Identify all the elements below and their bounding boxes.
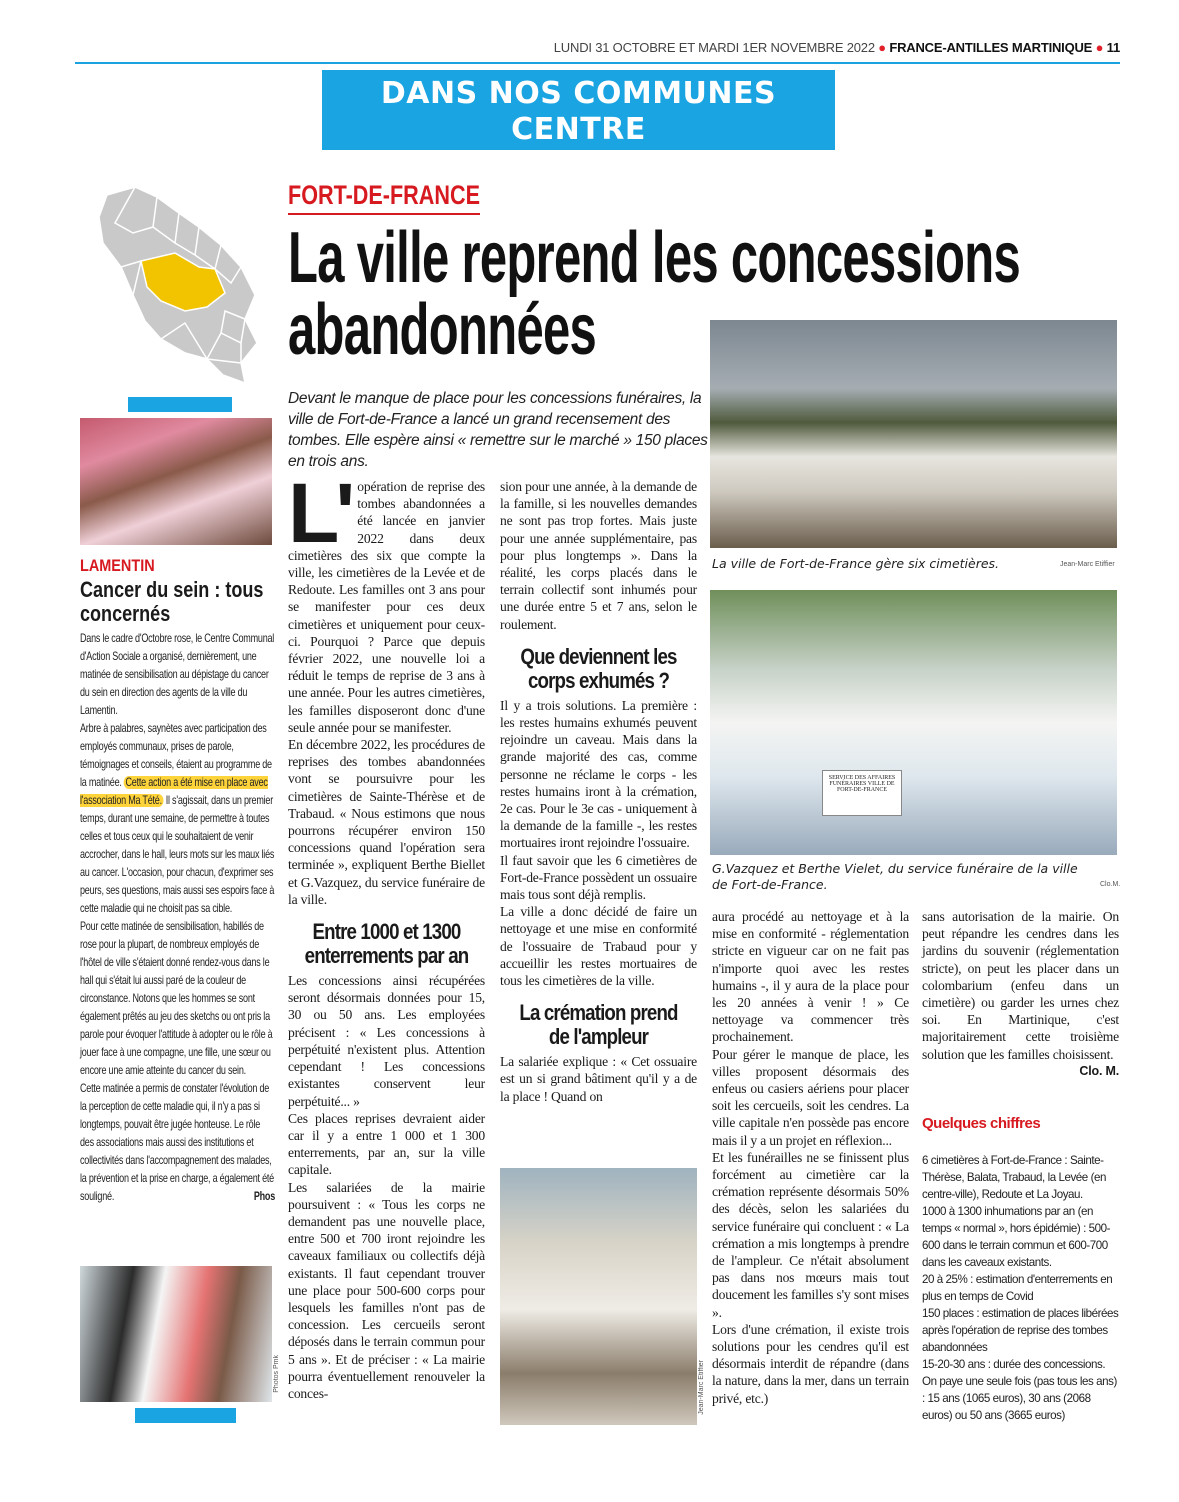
subheading: La crémation prend de l'ampleur <box>519 1000 678 1050</box>
bullet-icon: ● <box>878 40 886 55</box>
publication-name: FRANCE-ANTILLES MARTINIQUE <box>889 40 1093 55</box>
paragraph: La ville a donc décidé de faire un nettoyage et une mise en conformité de l'ossuaire de Trabaud pour y accueillir les restes mortuaires de tous les cimetières de la ville. <box>500 904 697 989</box>
paragraph: Et les funérailles ne se finissent plus forcément au cimetière car la crémation représente désormais 50% des décès, selon les salariées du service funéraire qui concluent : « La crémation a mis longtemps à prendre de l'ampleur. Ce n'était absolument pas dans nos mœurs mais tout doucement les familles s'y sont mises ». <box>712 1149 909 1320</box>
photo-caption: G.Vazquez et Berthe Vielet, du service funéraire de la ville de Fort-de-France. <box>712 861 1078 892</box>
key-figure: 1000 à 1300 inhumations par an (en temps « normal », hors épidémie) : 500-600 dans le terrain commun et 600-700 dans les caveaux existants. <box>922 1205 1111 1269</box>
paragraph: Pour gérer le manque de place, les villes proposent désormais des enfeus ou casiers aériens pour placer soit les cercueils, soit les cendres. La ville capitale n'en possède pas encore mais il y a un projet en réflexion... <box>712 1046 909 1148</box>
section-title: DANS NOS COMMUNES <box>380 76 777 111</box>
article-column-1 <box>288 466 485 1402</box>
key-figure: 15-20-30 ans : durée des concessions. <box>922 1358 1106 1371</box>
paragraph: Il y a trois solutions. La première : les restes humains exhumés peuvent rejoindre un caveau. Mais dans la grande majorité des cas, comme personne ne réclame le corps - les restes humains iront à la crémation, 2e cas. Pour le 3e cas - uniquement à la demande de la famille -, les restes mortuaires iront rejoindre l'ossuaire. <box>500 697 697 851</box>
article-lede: Devant le manque de place pour les concessions funéraires, la ville de Fort-de-France a lancé un grand recensement des tombes. Elle espère ainsi « remettre sur le marché » 150 places en trois ans. <box>288 390 708 470</box>
paragraph: Ces places reprises devraient aider car il y a entre 1 000 et 1 300 enterrements, par an, sur la ville capitale. <box>288 1110 485 1178</box>
signature: Clo. M. <box>1079 1063 1119 1078</box>
subheading: Entre 1000 et 1300 enterrements par an <box>304 919 469 969</box>
subheading: Que deviennent les corps exhumés ? <box>520 643 677 693</box>
key-figure: 6 cimetières à Fort-de-France : Sainte-Thérèse, Balata, Trabaud, la Levée (en centre-ville), Redoute et La Joyau. <box>922 1154 1106 1201</box>
lamentin-photo-2 <box>80 1266 272 1402</box>
paragraph: La salariée explique : « Cet ossuaire est un si grand bâtiment qu'il y a de la place ! Quand on <box>500 1054 697 1104</box>
signature: Phos <box>253 1190 275 1203</box>
paragraph <box>80 720 275 918</box>
bullet-icon: ● <box>1095 40 1104 55</box>
paragraph: Les salariées de la mairie poursuivent : « Tous les corps ne demandent pas une nouvelle place, entre 500 et 700 iront rejoindre les caveaux familiaux ou collectifs déjà existants. Il faut cependant trouver une place pour 500-600 corps pour lesquels les familles n'ont pas de concession. Les cercueils seront déposés dans le terrain commun pour 5 ans ». Et de préciser : « La mairie pourra éventuellement renouveler la conces- <box>288 1179 485 1401</box>
blue-divider <box>128 397 232 412</box>
article-kicker: FORT-DE-FRANCE <box>288 180 480 215</box>
paragraph: En décembre 2022, les procédures de reprises des tombes abandonnées vont se poursuivre pour les cimetières de Sainte-Thérèse et de Trabaud. « Nous estimons que nous pourrons récupérer environ 150 concessions quand l'opération sera terminée », expliquent Berthe Biellet et G.Vazquez, du service funéraire de la ville. <box>288 737 485 907</box>
article-column-2 <box>500 478 697 1105</box>
key-figure: 150 places : estimation de places libérées après l'opération de reprise des tombes abandonnées <box>922 1307 1119 1354</box>
paragraph: Lors d'une crémation, il existe trois solutions pour les cendres qu'il est désormais interdit de répandre (dans la nature, dans la mer, dans un terrain privé, etc.) <box>712 1321 909 1406</box>
issue-date: LUNDI 31 OCTOBRE ET MARDI 1ER NOVEMBRE 2022 <box>553 40 875 55</box>
paragraph: opération de reprise des tombes abandonnées a été lancée en janvier 2022 dans deux cimetières des six que compte la ville, les cimetières de la Levée et de Redoute. Les familles ont 3 ans pour se manifester pour ces deux cimetières et uniquement pour ceux-ci. Pourquoi ? Parce que depuis février 2022, une nouvelle loi a réduit le temps de reprise de 3 ans à une année. Pour les autres cimetières, les familles disposeront donc d'une seule année pour se manifester. <box>288 479 485 735</box>
paragraph: aura procédé au nettoyage et à la mise en conformité - réglementation stricte en vigueur car on ne fait pas n'importe quoi avec les restes humains -, il y aura de la place pour les 20 années à venir ! » Ce nettoyage va commencer très prochainement. <box>712 909 909 1045</box>
article-column-4 <box>922 908 1119 1080</box>
paragraph: Les concessions ainsi récupérées seront désormais données pour 15, 30 ou 50 ans. Les employées précisent : « Les concessions à perpétuité n'existent plus. Attention cependant ! Les concessions existantes conservent leur perpétuité... » <box>288 973 485 1109</box>
drop-cap: L' <box>288 466 352 560</box>
key-figure: 20 à 25% : estimation d'enterrements en plus en temps de Covid <box>922 1273 1113 1303</box>
paragraph <box>80 1080 275 1206</box>
paragraph: sion pour une année, à la demande de la famille, si les nouvelles demandes ne sont pas trop fortes. Mais juste pour une année supplémentaire, pas pour plus longtemps ». Dans la réalité, les corps placés dans le terrain collectif sont inhumés pour une durée entre 5 et 7 ans, selon le roulement. <box>500 479 697 632</box>
photo-credit: Jean-Marc Etiffier <box>1060 561 1115 568</box>
paragraph: Pour cette matinée de sensibilisation, habillés de rose pour la plupart, de nombreux employés de l'hôtel de ville s'étaient donné rendez-vous dans le hall qui s'était lui aussi paré de la couleur de circonstance. Notons que les hommes se sont également prêtés au jeu des sketchs ou ont pris la parole pour évoquer l'attitude à adopter ou le rôle à jouer face à une compagne, une fille, une sœur ou encore une amie atteinte du cancer du sein. <box>80 920 273 1077</box>
text: Arbre à palabres, saynètes avec participation des employés communaux, prises de parole, témoignages et conseils, étaient au programme de la matinée. <box>80 722 272 789</box>
sidebar-kicker: LAMENTIN <box>80 556 155 575</box>
paragraph: sans autorisation de la mairie. On peut répandre les cendres dans les jardins du souvenir (réglementation stricte), on peut les placer dans un colombarium (enfeu dans un cimetière) ou garder les urnes chez soi. En Martinique, c'est majoritairement cette troisième solution que les familles choisissent. <box>922 909 1119 1062</box>
key-figures-title: Quelques chiffres <box>922 1115 1041 1132</box>
header-rule <box>75 62 1120 64</box>
martinique-map <box>95 183 270 388</box>
section-banner <box>322 70 835 150</box>
highlighted-text: Cette action a été mise en place avec l'association Ma Tété. <box>80 776 268 807</box>
sidebar-body <box>80 630 275 1206</box>
funeral-service-photo <box>710 590 1117 855</box>
key-figures-box <box>922 1115 1120 1424</box>
key-figure: On paye une seule fois (pas tous les ans) : 15 ans (1065 euros), 30 ans (2068 euros) ou 50 ans (3665 euros) <box>922 1375 1117 1422</box>
page-header <box>480 40 1120 55</box>
section-subtitle: CENTRE <box>511 112 646 147</box>
text: Il s'agissait, dans un premier temps, durant une semaine, de permettre à toutes celles et tous ceux qui le souhaitaient de venir accrocher, dans le hall, leurs mots sur les maux liés au cancer. L'occasion, pour chacun, d'exprimer ses peurs, ses questions, mais aussi ses espoirs face à cette maladie qui ne choisit pas sa cible. <box>80 794 275 915</box>
ossuary-photo <box>500 1168 697 1425</box>
paragraph: Il faut savoir que les 6 cimetières de Fort-de-France possèdent un ossuaire mais tous sont déjà remplis. <box>500 852 697 903</box>
lamentin-photo <box>80 418 272 545</box>
service-sign: SERVICE DES AFFAIRES FUNÉRAIRES VILLE DE FORT-DE-FRANCE <box>822 770 902 816</box>
sidebar-headline: Cancer du sein : tous concernés <box>80 577 264 626</box>
photo-credit: Photos Pmk <box>273 1355 280 1393</box>
text: Cette matinée a permis de constater l'évolution de la perception de cette maladie qui, il n'y a pas si longtemps, pouvait être jugée honteuse. Le rôle des associations mais aussi des institutions et collectivités dans l'accompagnement des malades, la prévention et la prise en charge, a également été souligné. <box>80 1082 274 1203</box>
paragraph: Dans le cadre d'Octobre rose, le Centre Communal d'Action Sociale a organisé, dernièrement, une matinée de sensibilisation au dépistage du cancer du sein en direction des agents de la ville du Lamentin. <box>80 632 275 717</box>
photo-caption: La ville de Fort-de-France gère six cimetières. <box>712 556 1000 571</box>
photo-credit: Clo.M. <box>1100 881 1121 888</box>
article-column-3 <box>712 908 909 1407</box>
photo-credit: Jean-Marc Etiffier <box>698 1360 705 1415</box>
blue-divider <box>135 1408 236 1423</box>
article-headline: La ville reprend les concessions abandonnées <box>288 218 1021 370</box>
page-number: 11 <box>1106 40 1120 55</box>
